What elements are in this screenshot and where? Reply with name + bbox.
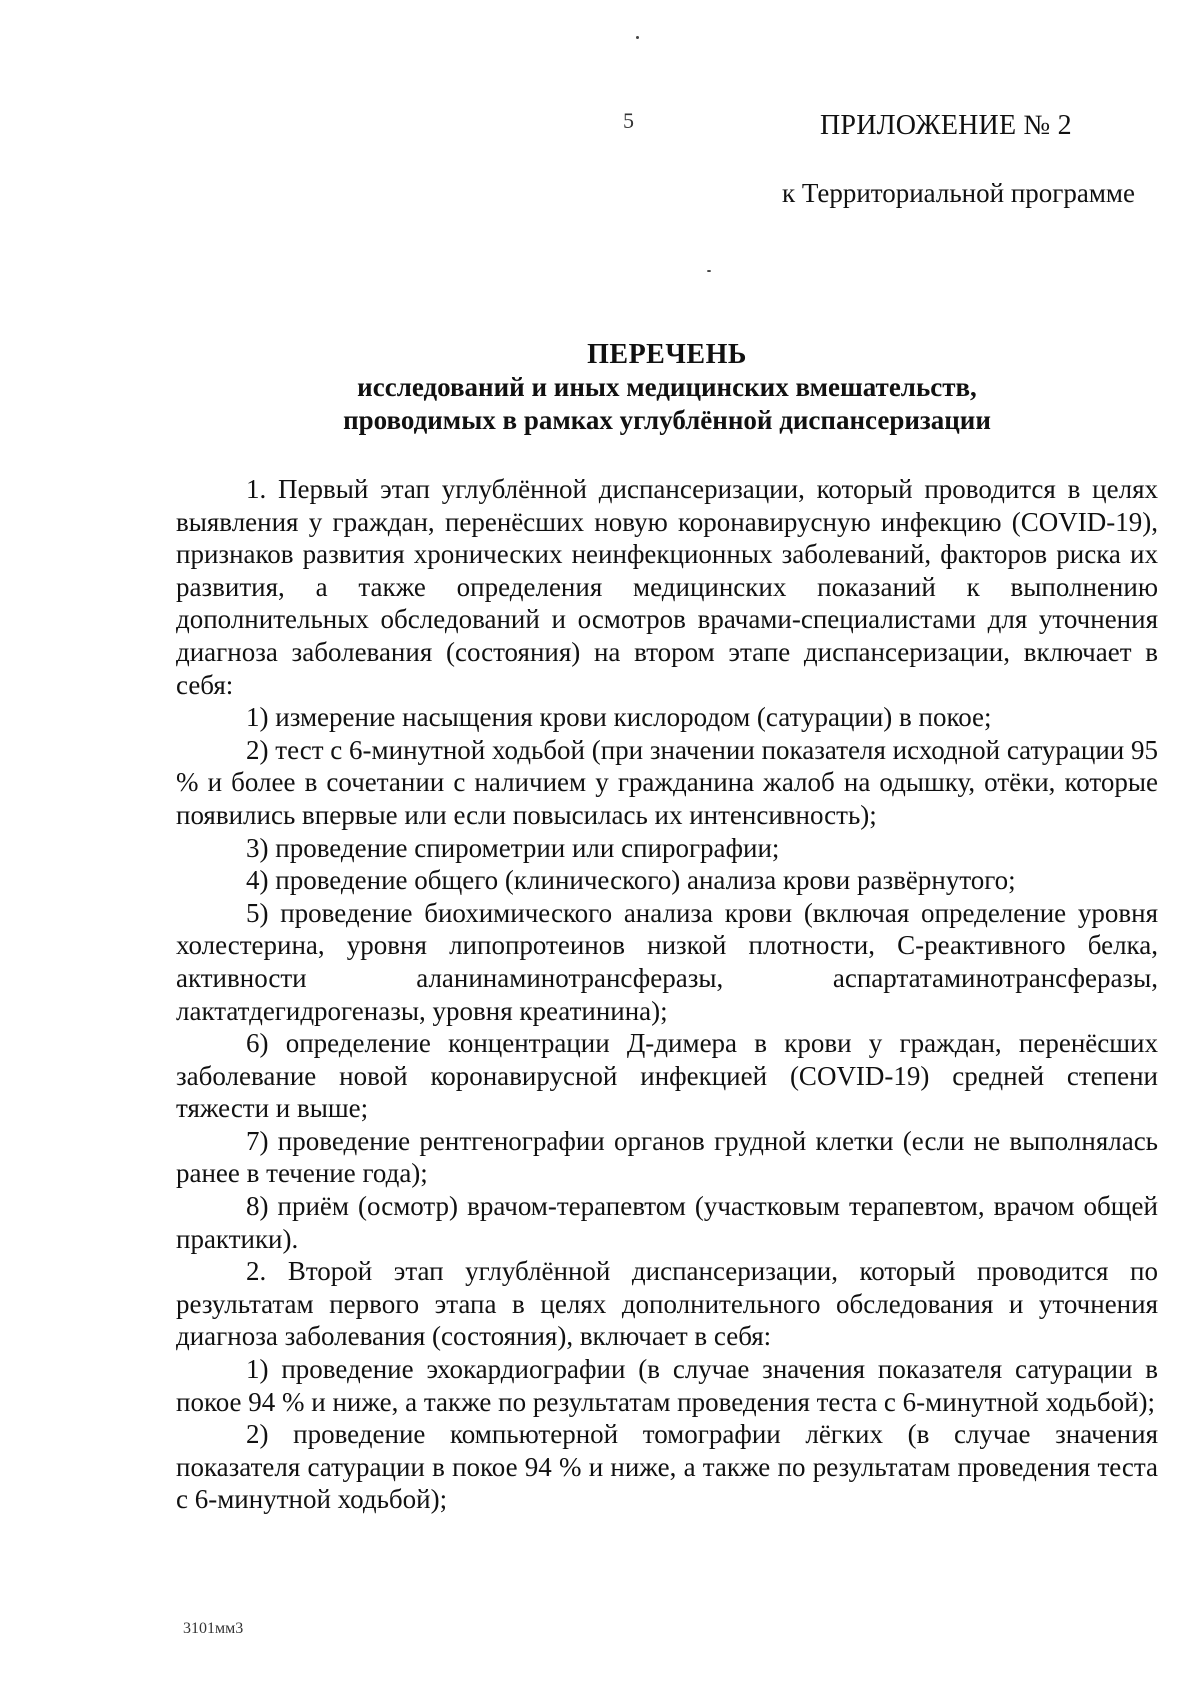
page-number-mark: 5 bbox=[623, 108, 634, 133]
list-item: 8) приём (осмотр) врачом-терапевтом (участковым терапевтом, врачом общей практики). bbox=[176, 1191, 1158, 1254]
list-item: 2) тест с 6-минутной ходьбой (при значении показателя исходной сатурации 95 % и более в сочетании с наличием у гражданина жалоб на одышку, отёки, которые появились впервые или если повысилась их интенсивность); bbox=[176, 734, 1158, 830]
list-item: 4) проведение общего (клинического) анализа крови развёрнутого; bbox=[246, 865, 1016, 896]
document-title bbox=[176, 338, 1158, 437]
title-main: ПЕРЕЧЕНЬ bbox=[587, 339, 747, 370]
list-item: 2) проведение компьютерной томографии лёгких (в случае значения показателя сатурации в покое 94 % и ниже, а также по результатам проведения теста с 6-минутной ходьбой); bbox=[176, 1419, 1158, 1515]
scan-speck bbox=[636, 36, 639, 39]
list-item: 5) проведение биохимического анализа крови (включая определение уровня холестерина, уровня липопротеинов низкой плотности, С-реактивного белка, активности аланинаминотрансферазы, аспартатаминотрансферазы, лактатдегидрогеназы, уровня креатинина); bbox=[176, 897, 1158, 1026]
list-item: 1) проведение эхокардиографии (в случае значения показателя сатурации в покое 94 % и ниже, а также по результатам проведения теста с 6-минутной ходьбой); bbox=[176, 1354, 1158, 1417]
list-item: 3) проведение спирометрии или спирографии; bbox=[246, 832, 780, 863]
list-item: 1) измерение насыщения крови кислородом (сатурации) в покое; bbox=[246, 702, 992, 733]
list-item: 6) определение концентрации Д-димера в крови у граждан, перенёсших заболевание новой коронавирусной инфекцией (COVID-19) средней степени тяжести и выше; bbox=[176, 1028, 1158, 1124]
title-line-3: проводимых в рамках углублённой диспансеризации bbox=[343, 405, 991, 435]
scan-speck bbox=[707, 270, 711, 272]
title-line-2: исследований и иных медицинских вмешательств, bbox=[357, 372, 977, 402]
appendix-number: ПРИЛОЖЕНИЕ № 2 bbox=[820, 110, 1072, 141]
paragraph-stage-2: 2. Второй этап углублённой диспансеризации, который проводится по результатам первого этапа в целях дополнительного обследования и уточнения диагноза заболевания (состояния), включает в себя: bbox=[176, 1256, 1158, 1352]
document-body bbox=[176, 473, 1158, 1516]
footer-code: 3101мм3 bbox=[183, 1620, 244, 1637]
list-item: 7) проведение рентгенографии органов грудной клетки (если не выполнялась ранее в течение года); bbox=[176, 1125, 1158, 1189]
appendix-subtitle: к Территориальной программе bbox=[782, 178, 1135, 208]
paragraph-stage-1: 1. Первый этап углублённой диспансеризации, который проводится в целях выявления у граждан, перенёсших новую коронавирусную инфекцию (COVID-19), признаков развития хронических неинфекционных заболеваний, факторов риска их развития, а также определения медицинских показаний к выполнению дополнительных обследований и осмотров врачами-специалистами для уточнения диагноза заболевания (состояния) на втором этапе диспансеризации, включает в себя: bbox=[176, 474, 1158, 700]
